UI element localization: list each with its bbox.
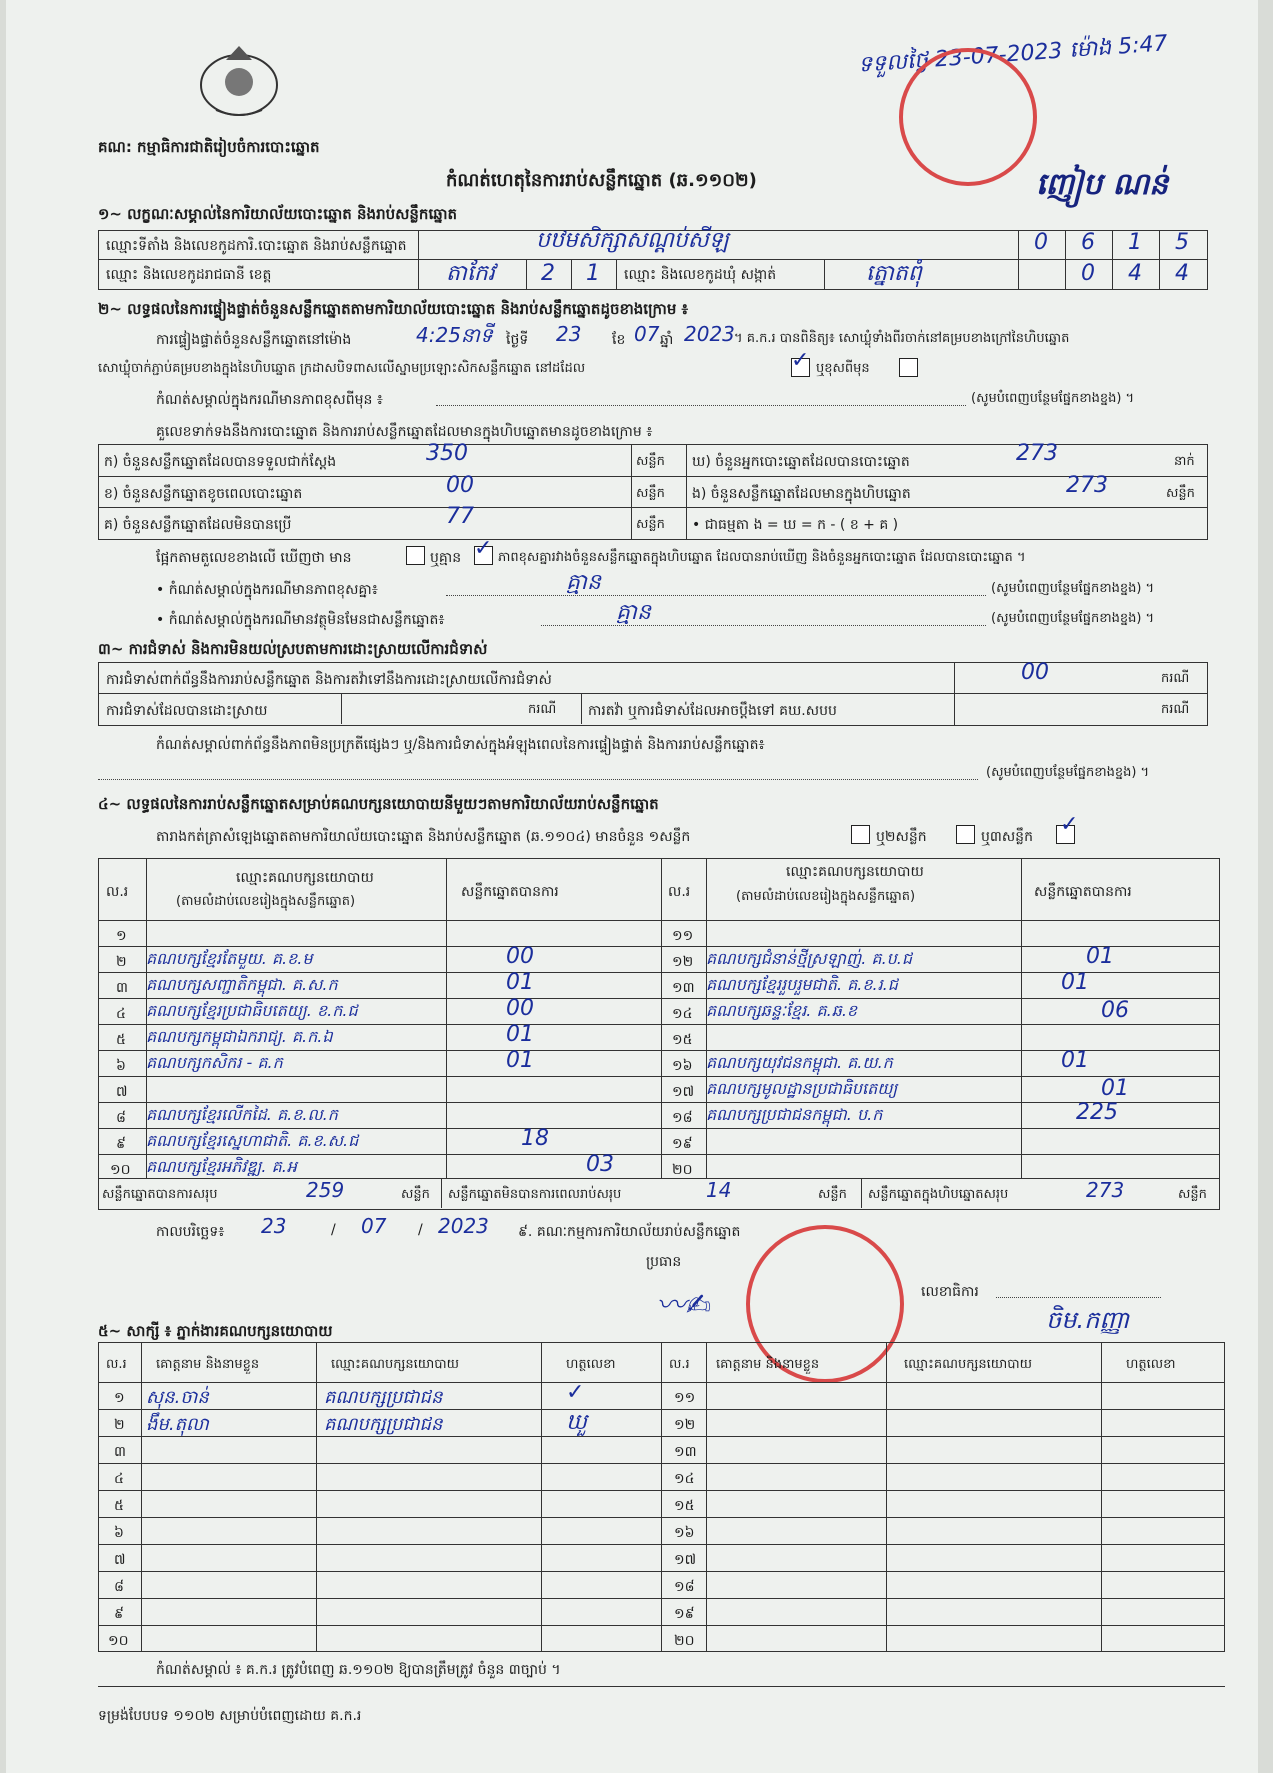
left-no-5: ៥: [116, 1032, 126, 1048]
section2-heading: ២~ លទ្ធផលនៃការផ្ទៀងផ្ទាត់ចំនួនសន្លឹកឆ្នោតតាមការិយាល័យបោះឆ្នោត និងរាប់សន្លឹកឆ្នោតដូចខាងក្រោម ៖: [98, 300, 689, 318]
w-no-5: ៥: [114, 1498, 124, 1514]
left-votes-5: 01: [506, 1022, 534, 1047]
col-party-sub-right: (តាមលំដាប់លេខរៀងក្នុងសន្លឹកឆ្នោត): [736, 889, 916, 904]
right-party-11: គណបក្សជំនាន់ថ្មីស្រឡាញ់. គ.ប.ជ: [706, 949, 913, 968]
form-footer: ទម្រង់បែបបទ ១១០២ សម្រាប់បំពេញដោយ គ.ក.រ: [98, 1708, 362, 1724]
loc-code-2: 6: [1081, 230, 1095, 255]
section4-heading: ៤~ លទ្ធផលនៃការរាប់សន្លឹកឆ្នោតសម្រាប់គណបក្សនយោបាយនីមួយៗតាមការិយាល័យរាប់សន្លឹកឆ្នោត: [98, 795, 659, 813]
para1-time: 4:25នាទី: [416, 323, 493, 347]
province-code-1: 2: [541, 261, 555, 286]
para3: គួលេខទាក់ទងនឹងការបោះឆ្នោត និងការរាប់សន្លឹកឆ្នោតដែលមានក្នុងហិបឆ្នោតមានដូចខាងក្រោម ៖: [156, 424, 653, 440]
left-party-10: គណបក្សខ្មែរអភិវឌ្ឍ. គ.អ: [146, 1157, 297, 1176]
right-no-16: ១៦: [672, 1058, 693, 1074]
check-para-b: ឬគ្មាន: [430, 550, 462, 566]
right-party-13: គណបក្សឆន្ទៈខ្មែរ. គ.ឆ.ខ: [706, 1001, 858, 1020]
w-no-17: ១៧: [674, 1552, 697, 1568]
col-no-left: ល.រ: [106, 884, 129, 900]
left-votes-4: 00: [506, 996, 534, 1021]
left-votes-2: 00: [506, 944, 534, 969]
objection-note: កំណត់សម្គាល់ពាក់ព័ន្ធនឹងភាពមិនប្រក្រតីផ្សេងៗ ឬ/និងការជំទាស់ក្នុងអំឡុងពេលនៃការផ្ទៀងផ្ទាត់ និងការរាប់សន្លឹកឆ្នោត៖: [156, 737, 765, 753]
para1-year: 2023: [684, 322, 735, 346]
right-no-19: ១៩: [672, 1136, 693, 1152]
w-no-15: ១៥: [674, 1498, 695, 1514]
formula: • ជាធម្មតា ង = ឃ = ក - ( ខ + គ ): [692, 517, 899, 533]
para2-or: ឬខុសពីមុន: [816, 361, 870, 376]
w-no-7: ៧: [114, 1552, 126, 1568]
commune-label: ឈ្មោះ និងលេខកូដឃុំ សង្កាត់: [624, 267, 777, 283]
count-d-value: 273: [1016, 441, 1058, 466]
has-diff-checkbox[interactable]: [406, 546, 425, 565]
count-a-label: ក) ចំនួនសន្លឹកឆ្នោតដែលបានទទួលជាក់ស្ដែង: [104, 454, 337, 470]
loc-code-3: 1: [1128, 230, 1142, 255]
w-party-1: គណបក្សប្រជាជន: [324, 1387, 443, 1408]
date-day: 23: [261, 1214, 287, 1238]
w-col-no-left: ល.រ: [106, 1357, 127, 1372]
right-votes-15: 01: [1061, 1048, 1089, 1073]
right-no-13: ១៣: [672, 980, 695, 996]
count-d-label: ឃ) ចំនួនអ្នកបោះឆ្នោតដែលបានបោះឆ្នោត: [692, 454, 910, 470]
fill-hint-2: (សូមបំពេញបន្ថែមផ្នែកខាងខ្នង) ។: [991, 581, 1155, 596]
w-sign-2: ឃួ: [566, 1410, 587, 1435]
right-party-15: គណបក្សយុវជនកម្ពុជា. គ.យ.ក: [706, 1053, 893, 1072]
w-no-13: ១៣: [674, 1444, 697, 1460]
check-para-a: ផ្អែកតាមតួលេខខាងលើ ឃើញថា មាន: [156, 550, 352, 566]
left-party-3: គណបក្សសញ្ជាតិកម្ពុជា. គ.ស.ក: [146, 975, 338, 994]
right-party-16: គណបក្សមូលដ្ឋានប្រជាធិបតេយ្យ: [706, 1079, 898, 1098]
col-votes-left: សន្លឹកឆ្នោតបានការ: [461, 884, 559, 900]
w-no-6: ៦: [114, 1525, 124, 1541]
w-sign-1: ✓: [566, 1380, 585, 1405]
left-no-1: ១: [116, 928, 127, 944]
w-col-name-right: គោត្តនាម និងនាមខ្លួន: [716, 1357, 820, 1372]
secretary-label: លេខាធិការ: [921, 1284, 979, 1300]
w-no-14: ១៤: [674, 1471, 695, 1487]
para1-b: ថ្ងៃទី: [506, 332, 529, 348]
right-no-12: ១២: [672, 954, 694, 970]
w-col-no-right: ល.រ: [669, 1357, 690, 1372]
bullet2: • កំណត់សម្គាល់ក្នុងករណីមានវត្ថុមិនមែនជាសន្លឹកឆ្នោត៖: [156, 612, 445, 628]
emblem-logo: [196, 40, 282, 120]
signature-name: ញៀប ណន់: [1036, 167, 1169, 202]
right-party-17: គណបក្សប្រជាជនកម្ពុជា. ប.ក: [706, 1105, 883, 1124]
objection-row2-unit: ករណី: [528, 702, 557, 717]
secretary-signature: ចិម.កញ្ញា: [1046, 1306, 1130, 1334]
org-name: គណ: កម្មាធិការជាតិរៀបចំការបោះឆ្នោត: [98, 138, 320, 156]
count-b-value: 00: [446, 473, 474, 498]
total-box-label: សន្លឹកឆ្នោតក្នុងហិបឆ្នោតសរុប: [868, 1187, 1009, 1202]
count-d-unit: នាក់: [1174, 454, 1195, 469]
left-party-4: គណបក្សខ្មែរប្រជាធិបតេយ្យ. ខ.ក.ជ: [146, 1001, 358, 1020]
w-no-2: ២: [114, 1417, 125, 1433]
w-no-19: ១៩: [674, 1606, 695, 1622]
right-no-20: ២០: [672, 1162, 693, 1178]
w-col-party-left: ឈ្មោះគណបក្សនយោបាយ: [331, 1357, 459, 1372]
date-year: 2023: [438, 1214, 489, 1238]
right-votes-17: 225: [1076, 1100, 1118, 1125]
check-para-c: ភាពខុសគ្នារវាងចំនួនសន្លឹកឆ្នោតក្នុងហិបឆ្នោត ដែលបានរាប់ឃើញ និងចំនួនអ្នកបោះឆ្នោត ដែលបានបោះឆ្នោត ។: [498, 550, 1026, 565]
count-e-unit: សន្លឹក: [1166, 486, 1195, 501]
loc-value: បឋមសិក្សាសណ្ដប់សីឡ: [536, 228, 729, 253]
total-invalid-label: សន្លឹកឆ្នោតមិនបានការពេលរាប់សរុប: [448, 1187, 622, 1202]
count-b-unit: សន្លឹក: [636, 486, 665, 501]
date-month: 07: [361, 1214, 387, 1238]
objection-row1-value: 00: [1021, 660, 1049, 685]
w-col-sign-left: ហត្ថលេខា: [566, 1357, 616, 1372]
received-note: ទទួលថ្ងៃ 23-07-2023 ម៉ោង 5:47: [857, 31, 1169, 78]
right-votes-11: 01: [1086, 944, 1114, 969]
left-no-7: ៧: [116, 1084, 128, 1100]
fill-hint-3: (សូមបំពេញបន្ថែមផ្នែកខាងខ្នង) ។: [991, 611, 1155, 626]
w-col-sign-right: ហត្ថលេខា: [1126, 1357, 1176, 1372]
right-no-18: ១៨: [672, 1110, 693, 1126]
left-no-2: ២: [116, 954, 127, 970]
objection-row2-label: ការជំទាស់ដែលបានដោះស្រាយ: [106, 703, 268, 719]
left-no-9: ៩: [116, 1136, 126, 1152]
province-value: តាកែវ: [446, 261, 495, 286]
w-no-10: ១០: [108, 1633, 129, 1649]
right-no-14: ១៤: [672, 1006, 693, 1022]
col-no-right: ល.រ: [668, 884, 691, 900]
count-c-value: 77: [446, 504, 474, 529]
left-party-2: គណបក្សខ្មែរតែមួយ. គ.ខ.ម: [146, 949, 313, 968]
w-party-2: គណបក្សប្រជាជន: [324, 1414, 443, 1435]
col-party-sub-left: (តាមលំដាប់លេខរៀងក្នុងសន្លឹកឆ្នោត): [176, 894, 356, 909]
official-stamp: [899, 48, 1037, 186]
left-no-4: ៤: [116, 1006, 126, 1022]
loc-code-4: 5: [1175, 230, 1189, 255]
w-no-12: ១២: [674, 1417, 696, 1433]
sheets-intro: តារាងកត់ត្រាសំឡេងឆ្នោតតាមការិយាល័យបោះឆ្នោត និងរាប់សន្លឹកឆ្នោត (ឆ.១១០៤) មានចំនួន ១សន្លឹក: [156, 829, 691, 845]
right-votes-16: 01: [1101, 1076, 1129, 1101]
committee-label: ៩. គណៈកម្មការការិយាល័យរាប់សន្លឹកឆ្នោត: [518, 1224, 741, 1240]
count-e-value: 273: [1066, 473, 1108, 498]
para2: សោឃ្លុំចាក់ភ្ជាប់គម្របខាងក្នុងនៃហិបឆ្នោត ក្រដាសបិទពាសលើស្នាមប្រឡោះសិកសន្លឹកឆ្នោត នៅដដែល: [98, 361, 586, 376]
right-no-15: ១៥: [672, 1032, 693, 1048]
objection-row1-unit: ករណី: [1161, 671, 1190, 686]
count-b-label: ខ) ចំនួនសន្លឹកឆ្នោតខូចពេលបោះឆ្នោត: [104, 486, 303, 502]
left-no-6: ៦: [116, 1058, 126, 1074]
para1-e: ។ គ.ក.រ បានពិនិត្យ៖ សោឃ្លុំទាំងពីរចាក់នៅគម្របខាងក្រៅនៃហិបឆ្នោត: [734, 331, 1070, 346]
left-no-3: ៣: [116, 980, 128, 996]
total-valid-value: 259: [306, 1178, 345, 1202]
section3-heading: ៣~ ការជំទាស់ និងការមិនយល់ស្របតាមការដោះស្រាយលើការជំទាស់: [98, 640, 488, 658]
section1-heading: ១~ លក្ខណៈសម្គាល់នៃការិយាល័យបោះឆ្នោត និងរាប់សន្លឹកឆ្នោត: [98, 205, 458, 223]
left-party-9: គណបក្សខ្មែរស្នេហាជាតិ. គ.ខ.ស.ជ: [146, 1131, 359, 1150]
commune-code-2: 4: [1128, 261, 1142, 286]
total-invalid-unit: សន្លឹក: [818, 1187, 847, 1202]
para1-a: ការផ្ទៀងផ្ទាត់ចំនួនសន្លឹកឆ្នោតនៅម៉ោង: [156, 332, 352, 348]
bullet1: • កំណត់សម្គាល់ក្នុងករណីមានភាពខុសគ្នា៖: [156, 582, 378, 598]
loc-label: ឈ្មោះទីតាំង និងលេខកូដការិ.បោះឆ្នោត និងរាប់សន្លឹកឆ្នោត: [106, 238, 407, 254]
bullet2-value: គ្មាន: [616, 600, 651, 625]
total-invalid-value: 14: [706, 1178, 732, 1202]
form-page: គណ: កម្មាធិការជាតិរៀបចំការបោះឆ្នោត កំណត់ហេតុនៃការរាប់សន្លឹកឆ្នោត (ឆ.១១០២) ទទួលថ្ងៃ 23-07-2023 ម៉ោង 5:47 ញៀប ណន់ ១~ លក្ខណៈសម្គាល់នៃការិយាល័យបោះឆ្នោត និងរាប់សន្លឹកឆ្នោត ឈ្មោះទីតាំង និងលេខកូដការិ.បោះឆ្នោត និងរាប់សន្លឹកឆ្នោត បឋមសិក្សាសណ្ដប់សីឡ 0 6 1 5 ឈ្មោះ និងលេខកូដរាជធានី ខេត្ត តាកែវ 2 1 ឈ្មោះ និងលេខកូដឃុំ សង្កាត់ ត្នោតពុំ 0 4 4 ២~ លទ្ធផលនៃការផ្ទៀងផ្ទាត់ចំនួនសន្លឹកឆ្នោតតាមការិយាល័យបោះឆ្នោត និងរាប់សន្លឹកឆ្នោតដូចខាងក្រោម ៖ ការផ្ទៀងផ្ទាត់ចំនួនសន្លឹកឆ្នោតនៅម៉ោង 4:25នាទី ថ្ងៃទី 23 ខែ 07 ឆ្នាំ 2023 ។ គ.ក.រ បានពិនិត្យ៖ សោឃ្លុំទាំងពីរចាក់នៅគម្របខាងក្រៅនៃហិបឆ្នោត សោឃ្លុំចាក់ភ្ជាប់គម្របខាងក្នុងនៃហិបឆ្នោត ក្រដាសបិទពាសលើស្នាមប្រឡោះសិកសន្លឹកឆ្នោត នៅដដែល ✓ ឬខុសពីមុន កំណត់សម្គាល់ក្នុងករណីមានភាពខុសពីមុន ៖ (សូមបំពេញបន្ថែមផ្នែកខាងខ្នង) ។ គួលេខទាក់ទងនឹងការបោះឆ្នោត និងការរាប់សន្លឹកឆ្នោតដែលមានក្នុងហិបឆ្នោតមានដូចខាងក្រោម ៖ ក) ចំនួនសន្លឹកឆ្នោតដែលបានទទួលជាក់ស្ដែង 350 សន្លឹក ខ) ចំនួនសន្លឹកឆ្នោតខូចពេលបោះឆ្នោត 00 សន្លឹក គ) ចំនួនសន្លឹកឆ្នោតដែលមិនបានប្រើ 77 សន្លឹក ឃ) ចំនួនអ្នកបោះឆ្នោតដែលបានបោះឆ្នោត 273 នាក់ ង) ចំនួនសន្លឹកឆ្នោតដែលមានក្នុងហិបឆ្នោត 273 សន្លឹក • ជាធម្មតា ង = ឃ = ក - ( ខ + គ ) ផ្អែកតាមតួលេខខាងលើ ឃើញថា មាន ឬគ្មាន ✓ ភាពខុសគ្នារវាងចំនួនសន្លឹកឆ្នោតក្នុងហិបឆ្នោត ដែលបានរាប់ឃើញ និងចំនួនអ្នកបោះឆ្នោត ដែលបានបោះឆ្នោត ។ • កំណត់សម្គាល់ក្នុងករណីមានភាពខុសគ្នា៖ គ្មាន (សូមបំពេញបន្ថែមផ្នែកខាងខ្នង) ។ • កំណត់សម្គាល់ក្នុងករណីមានវត្ថុមិនមែនជាសន្លឹកឆ្នោត៖ គ្មាន (សូមបំពេញបន្ថែមផ្នែកខាងខ្នង) ។ ៣~ ការជំទាស់ និងការមិនយល់ស្របតាមការដោះស្រាយលើការជំទាស់ ការជំទាស់ពាក់ព័ន្ធនឹងការរាប់សន្លឹកឆ្នោត និងការតវ៉ាទៅនឹងការដោះស្រាយលើការជំទាស់ 00 ករណី ការជំទាស់ដែលបានដោះស្រាយ ករណី ការតវ៉ា ឬការជំទាស់ដែលអាចប្ដឹងទៅ គឃ.សបប ករណី កំណត់សម្គាល់ពាក់ព័ន្ធនឹងភាពមិនប្រក្រតីផ្សេងៗ ឬ/និងការជំទាស់ក្នុងអំឡុងពេលនៃការផ្ទៀងផ្ទាត់ និងការរាប់សន្លឹកឆ្នោត៖ (សូមបំពេញបន្ថែមផ្នែកខាងខ្នង) ។ ៤~ លទ្ធផលនៃការរាប់សន្លឹកឆ្នោតសម្រាប់គណបក្សនយោបាយនីមួយៗតាមការិយាល័យរាប់សន្លឹកឆ្នោត តារាងកត់ត្រាសំឡេងឆ្នោតតាមការិយាល័យបោះឆ្នោត និងរាប់សន្លឹកឆ្នោត (ឆ.១១០៤) មានចំនួន ១សន្លឹក ឬ២សន្លឹក ឬ៣សន្លឹក ✓ ល.រ ឈ្មោះគណបក្សនយោបាយ (តាមលំដាប់លេខរៀងក្នុងសន្លឹកឆ្នោត) សន្លឹកឆ្នោតបានការ ល.រ ឈ្មោះគណបក្សនយោបាយ (តាមលំដាប់លេខរៀងក្នុងសន្លឹកឆ្នោត) សន្លឹកឆ្នោតបានការ ១ ២ គណបក្សខ្មែរតែមួយ. គ.ខ.ម 00 ៣ គណបក្សសញ្ជាតិកម្ពុជា. គ.ស.ក 01 ៤ គណបក្សខ្មែរប្រជាធិបតេយ្យ. ខ.ក.ជ 00 ៥ គណបក្សកម្ពុជាឯករាជ្យ. គ.ក.ឯ 01 ៦ គណបក្សកសិករ - គ.ក 01 ៧ ៨ គណបក្សខ្មែរលើកដៃ. គ.ខ.ល.ក ៩ គណបក្សខ្មែរស្នេហាជាតិ. គ.ខ.ស.ជ 18 ១០ គណបក្សខ្មែរអភិវឌ្ឍ. គ.អ 03 ១១ គណបក្សជំនាន់ថ្មីស្រឡាញ់. គ.ប.ជ 01 ១២ គណបក្សខ្មែររួបរួមជាតិ. គ.ខ.រ.ជ 01 ១៣ គណបក្សឆន្ទៈខ្មែរ. គ.ឆ.ខ 06 ១៤ ១៥ គណបក្សយុវជនកម្ពុជា. គ.យ.ក 01 ១៦ គណបក្សមូលដ្ឋានប្រជាធិបតេយ្យ 01 ១៧ គណបក្សប្រជាជនកម្ពុជា. ប.ក 225 ១៨ ១៩ ២០ សន្លឹកឆ្នោតបានការសរុប 259 សន្លឹក សន្លឹកឆ្នោតមិនបានការពេលរាប់សរុប 14 សន្លឹក សន្លឹកឆ្នោតក្នុងហិបឆ្នោតសរុប 273 សន្លឹក កាលបរិច្ឆេទ៖ 23 / 07 / 2023 ៩. គណៈកម្មការការិយាល័យរាប់សន្លឹកឆ្នោត ប្រធាន 〰✍ លេខាធិការ ចិម.កញ្ញា ៥~ សាក្សី ៖ ភ្នាក់ងារគណបក្សនយោបាយ ល.រ គោត្តនាម និងនាមខ្លួន ឈ្មោះគណបក្សនយោបាយ ហត្ថលេខា ល.រ គោត្តនាម និងនាមខ្លួន ឈ្មោះគណបក្សនយោបាយ ហត្ថលេខា ១ សុន.ចាន់ គណបក្សប្រជាជន ✓ ២ ងឹម.តុលា គណបក្សប្រជាជន ឃួ ៣ ៤ ៥ ៦ ៧ ៨ ៩ ១០ ១១ ១២ ១៣ ១៤ ១៥ ១៦ ១៧ ១៨ ១៩ ២០ កំណត់សម្គាល់ ៖ គ.ក.រ ត្រូវបំពេញ ឆ.១១០២ ឱ្យបានត្រឹមត្រូវ ចំនួន ៣ច្បាប់ ។ ទម្រង់បែបបទ ១១០២ សម្រាប់បំពេញដោយ គ.ក.រ: [6, 0, 1258, 1773]
w-name-2: ងឹម.តុលា: [146, 1414, 209, 1435]
total-valid-unit: សន្លឹក: [401, 1187, 430, 1202]
w-no-9: ៩: [114, 1606, 124, 1622]
total-box-unit: សន្លឹក: [1178, 1187, 1207, 1202]
w-col-name-left: គោត្តនាម និងនាមខ្លួន: [156, 1357, 260, 1372]
left-votes-6: 01: [506, 1048, 534, 1073]
section5-heading: ៥~ សាក្សី ៖ ភ្នាក់ងារគណបក្សនយោបាយ: [98, 1322, 333, 1340]
chair-label: ប្រធាន: [646, 1254, 682, 1270]
col-party-right: ឈ្មោះគណបក្សនយោបាយ: [786, 864, 924, 880]
w-no-16: ១៦: [674, 1525, 695, 1541]
total-valid-label: សន្លឹកឆ្នោតបានការសរុប: [102, 1187, 218, 1202]
left-votes-9: 18: [521, 1126, 549, 1151]
w-no-4: ៤: [114, 1471, 124, 1487]
commune-code-1: 0: [1081, 261, 1095, 286]
para1-day: 23: [556, 322, 582, 346]
right-votes-13: 06: [1101, 998, 1129, 1023]
w-name-1: សុន.ចាន់: [146, 1387, 209, 1408]
fill-hint-4: (សូមបំពេញបន្ថែមផ្នែកខាងខ្នង) ។: [986, 765, 1150, 780]
left-party-6: គណបក្សកសិករ - គ.ក: [146, 1053, 283, 1072]
w-no-11: ១១: [674, 1390, 696, 1406]
right-no-17: ១៧: [672, 1084, 695, 1100]
province-code-2: 1: [586, 261, 600, 286]
two-sheets-label: ឬ២សន្លឹក: [876, 829, 927, 845]
count-e-label: ង) ចំនួនសន្លឹកឆ្នោតដែលមានក្នុងហិបឆ្នោត: [692, 486, 911, 502]
commune-code-3: 4: [1175, 261, 1189, 286]
count-c-unit: សន្លឹក: [636, 517, 665, 532]
count-a-value: 350: [426, 441, 468, 466]
different-checkbox[interactable]: [899, 358, 918, 377]
left-votes-10: 03: [586, 1152, 614, 1177]
note1: កំណត់សម្គាល់ក្នុងករណីមានភាពខុសពីមុន ៖: [156, 392, 383, 408]
w-no-18: ១៨: [674, 1579, 695, 1595]
form-title: កំណត់ហេតុនៃការរាប់សន្លឹកឆ្នោត (ឆ.១១០២): [446, 170, 757, 191]
col-party-left: ឈ្មោះគណបក្សនយោបាយ: [236, 870, 374, 886]
left-party-8: គណបក្សខ្មែរលើកដៃ. គ.ខ.ល.ក: [146, 1105, 338, 1124]
right-votes-12: 01: [1061, 970, 1089, 995]
province-label: ឈ្មោះ និងលេខកូដរាជធានី ខេត្ត: [106, 267, 272, 283]
footnote: កំណត់សម្គាល់ ៖ គ.ក.រ ត្រូវបំពេញ ឆ.១១០២ ឱ្យបានត្រឹមត្រូវ ចំនួន ៣ច្បាប់ ។: [156, 1662, 561, 1678]
total-box-value: 273: [1086, 1178, 1125, 1202]
objection-row2-mid: ការតវ៉ា ឬការជំទាស់ដែលអាចប្ដឹងទៅ គឃ.សបប: [588, 703, 837, 719]
left-no-8: ៨: [116, 1110, 126, 1126]
one-sheet-checkbox[interactable]: [851, 825, 870, 844]
three-sheets-checkmark: ✓: [1060, 812, 1079, 837]
left-votes-3: 01: [506, 970, 534, 995]
three-sheets-label: ឬ៣សន្លឹក: [981, 829, 1033, 845]
same-checkmark: ✓: [791, 348, 810, 373]
right-no-11: ១១: [672, 928, 694, 944]
w-no-3: ៣: [114, 1444, 126, 1460]
para1-month: 07: [634, 322, 660, 346]
para1-d: ឆ្នាំ: [660, 332, 674, 348]
objection-row2-unit2: ករណី: [1161, 702, 1190, 717]
date-label: កាលបរិច្ឆេទ៖: [156, 1224, 225, 1240]
w-no-8: ៨: [114, 1579, 124, 1595]
commune-value: ត្នោតពុំ: [866, 261, 922, 286]
col-votes-right: សន្លឹកឆ្នោតបានការ: [1034, 884, 1132, 900]
left-no-10: ១០: [110, 1162, 131, 1178]
objection-row1-label: ការជំទាស់ពាក់ព័ន្ធនឹងការរាប់សន្លឹកឆ្នោត និងការតវ៉ាទៅនឹងការដោះស្រាយលើការជំទាស់: [106, 672, 552, 688]
bullet1-value: គ្មាន: [566, 570, 601, 595]
no-diff-checkmark: ✓: [474, 536, 493, 561]
w-no-20: ២០: [674, 1633, 695, 1649]
w-no-1: ១: [114, 1390, 125, 1406]
fill-hint-1: (សូមបំពេញបន្ថែមផ្នែកខាងខ្នង) ។: [971, 391, 1135, 406]
two-sheets-checkbox[interactable]: [956, 825, 975, 844]
right-party-12: គណបក្សខ្មែររួបរួមជាតិ. គ.ខ.រ.ជ: [706, 975, 898, 994]
left-party-5: គណបក្សកម្ពុជាឯករាជ្យ. គ.ក.ឯ: [146, 1027, 333, 1046]
para1-c: ខែ: [612, 332, 626, 348]
count-c-label: គ) ចំនួនសន្លឹកឆ្នោតដែលមិនបានប្រើ: [104, 517, 292, 533]
count-a-unit: សន្លឹក: [636, 454, 665, 469]
chair-signature: 〰✍: [656, 1288, 712, 1323]
w-col-party-right: ឈ្មោះគណបក្សនយោបាយ: [904, 1357, 1032, 1372]
loc-code-1: 0: [1034, 230, 1048, 255]
